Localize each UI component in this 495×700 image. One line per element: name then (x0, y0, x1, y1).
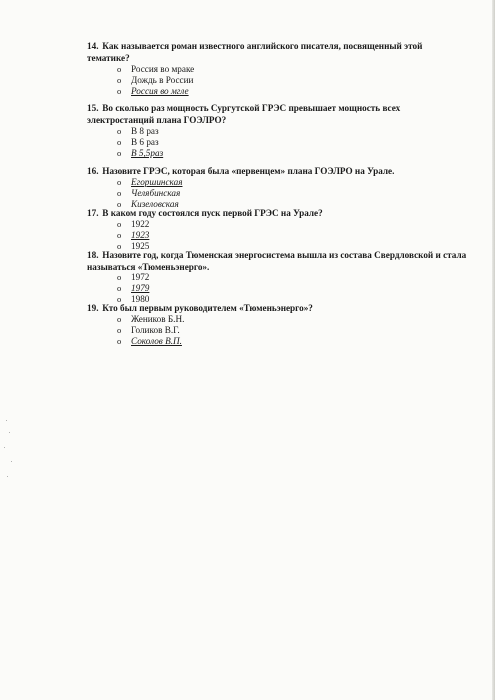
bullet-icon: o (117, 75, 122, 86)
answer-option (117, 75, 194, 86)
answer-option (117, 64, 194, 75)
question-18 (87, 250, 467, 273)
scan-speck (9, 432, 10, 433)
bullet-icon: o (117, 177, 122, 187)
option-label: 1925 (131, 241, 150, 252)
scan-speck (4, 447, 5, 448)
answer-option-correct (117, 86, 194, 97)
answer-options-18 (117, 272, 149, 306)
option-label: 1923 (131, 230, 150, 241)
bullet-icon: o (117, 325, 122, 336)
bullet-icon: o (117, 272, 122, 282)
scan-speck (6, 420, 7, 421)
answer-option-correct (117, 283, 149, 294)
question-text: В каком году состоялся пуск первой ГРЭС на Урале? (102, 208, 323, 218)
option-label: 1972 (131, 272, 150, 282)
answer-option-correct (117, 148, 163, 159)
bullet-icon: o (117, 294, 122, 305)
question-number: 17. (87, 208, 99, 218)
scan-speck (11, 461, 12, 462)
question-17 (87, 208, 467, 220)
answer-options-15 (117, 126, 163, 160)
bullet-icon: o (117, 188, 122, 199)
bullet-icon: o (117, 199, 122, 210)
question-text: Назовите год, когда Тюменская энергосистема вышла из состава Свердловской и стала называться «Тюменьэнерго». (87, 250, 467, 272)
answer-option (117, 272, 149, 283)
scan-speck (7, 476, 8, 477)
answer-option-correct (117, 336, 184, 347)
question-number: 16. (87, 166, 99, 176)
question-text: Кто был первым руководителем «Тюменьэнерго»? (102, 303, 313, 313)
option-label: Дождь в России (131, 75, 194, 86)
answer-options-19 (117, 314, 184, 348)
option-label: Россия во мгле (131, 86, 189, 97)
option-label: Жеников Б.Н. (131, 314, 185, 324)
answer-options-17 (117, 219, 149, 253)
answer-options-16 (117, 177, 182, 211)
answer-option-correct (117, 177, 182, 188)
bullet-icon: o (117, 314, 122, 324)
question-text: Назовите ГРЭС, которая была «первенцем» плана ГОЭЛРО на Урале. (102, 166, 395, 176)
answer-option-correct (117, 230, 149, 241)
option-label: Кизеловская (131, 199, 179, 210)
option-label: В 5,5раз (131, 148, 164, 159)
question-text: Во сколько раз мощность Сургутской ГРЭС превышает мощность всех электростанций плана ГОЭЛРО? (87, 103, 401, 125)
bullet-icon: o (117, 230, 122, 241)
option-label: Соколов В.П. (131, 336, 182, 347)
bullet-icon: o (117, 241, 122, 252)
bullet-icon: o (117, 86, 122, 97)
question-number: 15. (87, 103, 99, 113)
option-label: Голиков В.Г. (131, 325, 180, 336)
answer-option (117, 126, 163, 137)
answer-option (117, 219, 149, 230)
option-label: В 8 раз (131, 126, 159, 136)
answer-option (117, 188, 182, 199)
option-label: 1922 (131, 219, 150, 229)
option-label: Челябинская (131, 188, 181, 199)
bullet-icon: o (117, 283, 122, 294)
option-label: Россия во мраке (131, 64, 195, 74)
question-number: 14. (87, 41, 99, 51)
answer-option (117, 314, 184, 325)
option-label: Егоршинская (131, 177, 183, 187)
bullet-icon: o (117, 137, 122, 148)
bullet-icon: o (117, 336, 122, 347)
question-19 (87, 303, 467, 315)
bullet-icon: o (117, 148, 122, 159)
option-label: В 6 раз (131, 137, 159, 148)
question-15 (87, 103, 467, 126)
question-16 (87, 166, 467, 178)
bullet-icon: o (117, 126, 122, 136)
question-number: 19. (87, 303, 99, 313)
option-label: 1979 (131, 283, 150, 294)
question-number: 18. (87, 250, 99, 260)
answer-options-14 (117, 64, 194, 98)
bullet-icon: o (117, 64, 122, 74)
question-14 (87, 41, 467, 64)
bullet-icon: o (117, 219, 122, 229)
answer-option (117, 325, 184, 336)
question-text: Как называется роман известного английского писателя, посвященный этой тематике? (87, 41, 423, 63)
option-label: 1980 (131, 294, 150, 305)
answer-option (117, 137, 163, 148)
